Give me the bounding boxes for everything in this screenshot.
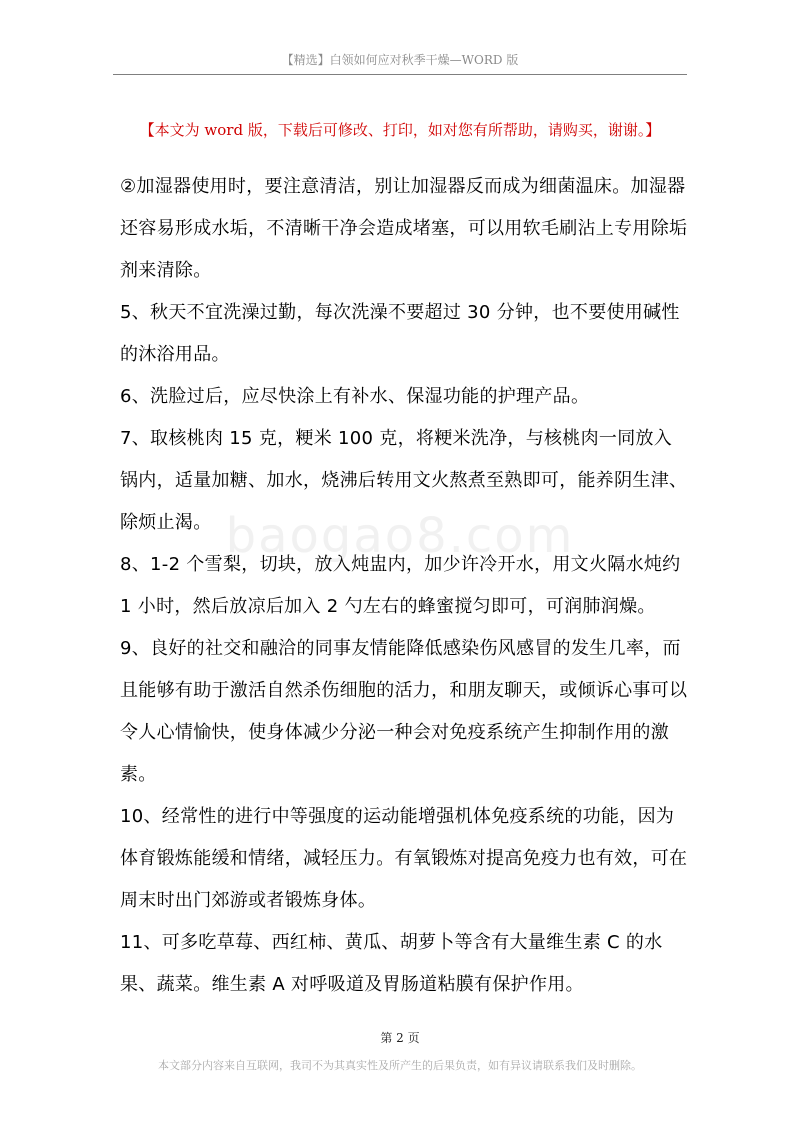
document-body [120,166,688,1006]
paragraph-vitamins: 11、可多吃草莓、西红柿、黄瓜、胡萝卜等含有大量维生素 C 的水果、蔬菜。维生素 A 对呼吸道及胃肠道粘膜有保护作用。 [120,932,663,995]
page-number: 第 2 页 [380,1031,420,1045]
disclaimer-footer: 本文部分内容来自互联网，我司不为其真实性及所产生的后果负责，如有异议请联系我们及时删除。 [158,1059,642,1072]
paragraph-walnut-porridge: 7、取核桃肉 15 克，粳米 100 克，将粳米洗净，与核桃肉一同放入锅内，适量加糖、加水，烧沸后转用文火熬煮至熟即可，能养阴生津、除烦止渴。 [120,428,688,533]
paragraph-social: 9、良好的社交和融洽的同事友情能降低感染伤风感冒的发生几率，而且能够有助于激活自然杀伤细胞的活力，和朋友聊天，或倾诉心事可以令人心情愉快，使身体减少分泌一种会对免疫系统产生抑制作用的激素。 [120,638,688,785]
header-divider [113,74,687,75]
paragraph-exercise: 10、经常性的进行中等强度的运动能增强机体免疫系统的功能，因为体育锻炼能缓和情绪，减轻压力。有氧锻炼对提高免疫力也有效，可在周末时出门郊游或者锻炼身体。 [120,806,688,911]
paragraph-humidifier: ②加湿器使用时，要注意清洁，别让加湿器反而成为细菌温床。加湿器还容易形成水垢，不清晰干净会造成堵塞，可以用软毛刷沾上专用除垢剂来清除。 [120,176,688,281]
paragraph-bathing: 5、秋天不宜洗澡过勤，每次洗澡不要超过 30 分钟，也不要使用碱性的沐浴用品。 [120,302,680,365]
document-header: 【精选】白领如何应对秋季干燥—WORD 版 [281,53,519,67]
paragraph-face-care: 6、洗脸过后，应尽快涂上有补水、保湿功能的护理产品。 [120,386,590,407]
watermark: baogao8.com [225,508,575,564]
paragraph-pear-stew: 8、1-2 个雪梨，切块，放入炖盅内，加少许冷开水，用文火隔水炖约 1 小时，然后放凉后加入 2 勺左右的蜂蜜搅匀即可，可润肺润燥。 [120,554,681,617]
purchase-notice: 【本文为 word 版，下载后可修改、打印，如对您有所帮助，请购买，谢谢。】 [139,121,661,139]
